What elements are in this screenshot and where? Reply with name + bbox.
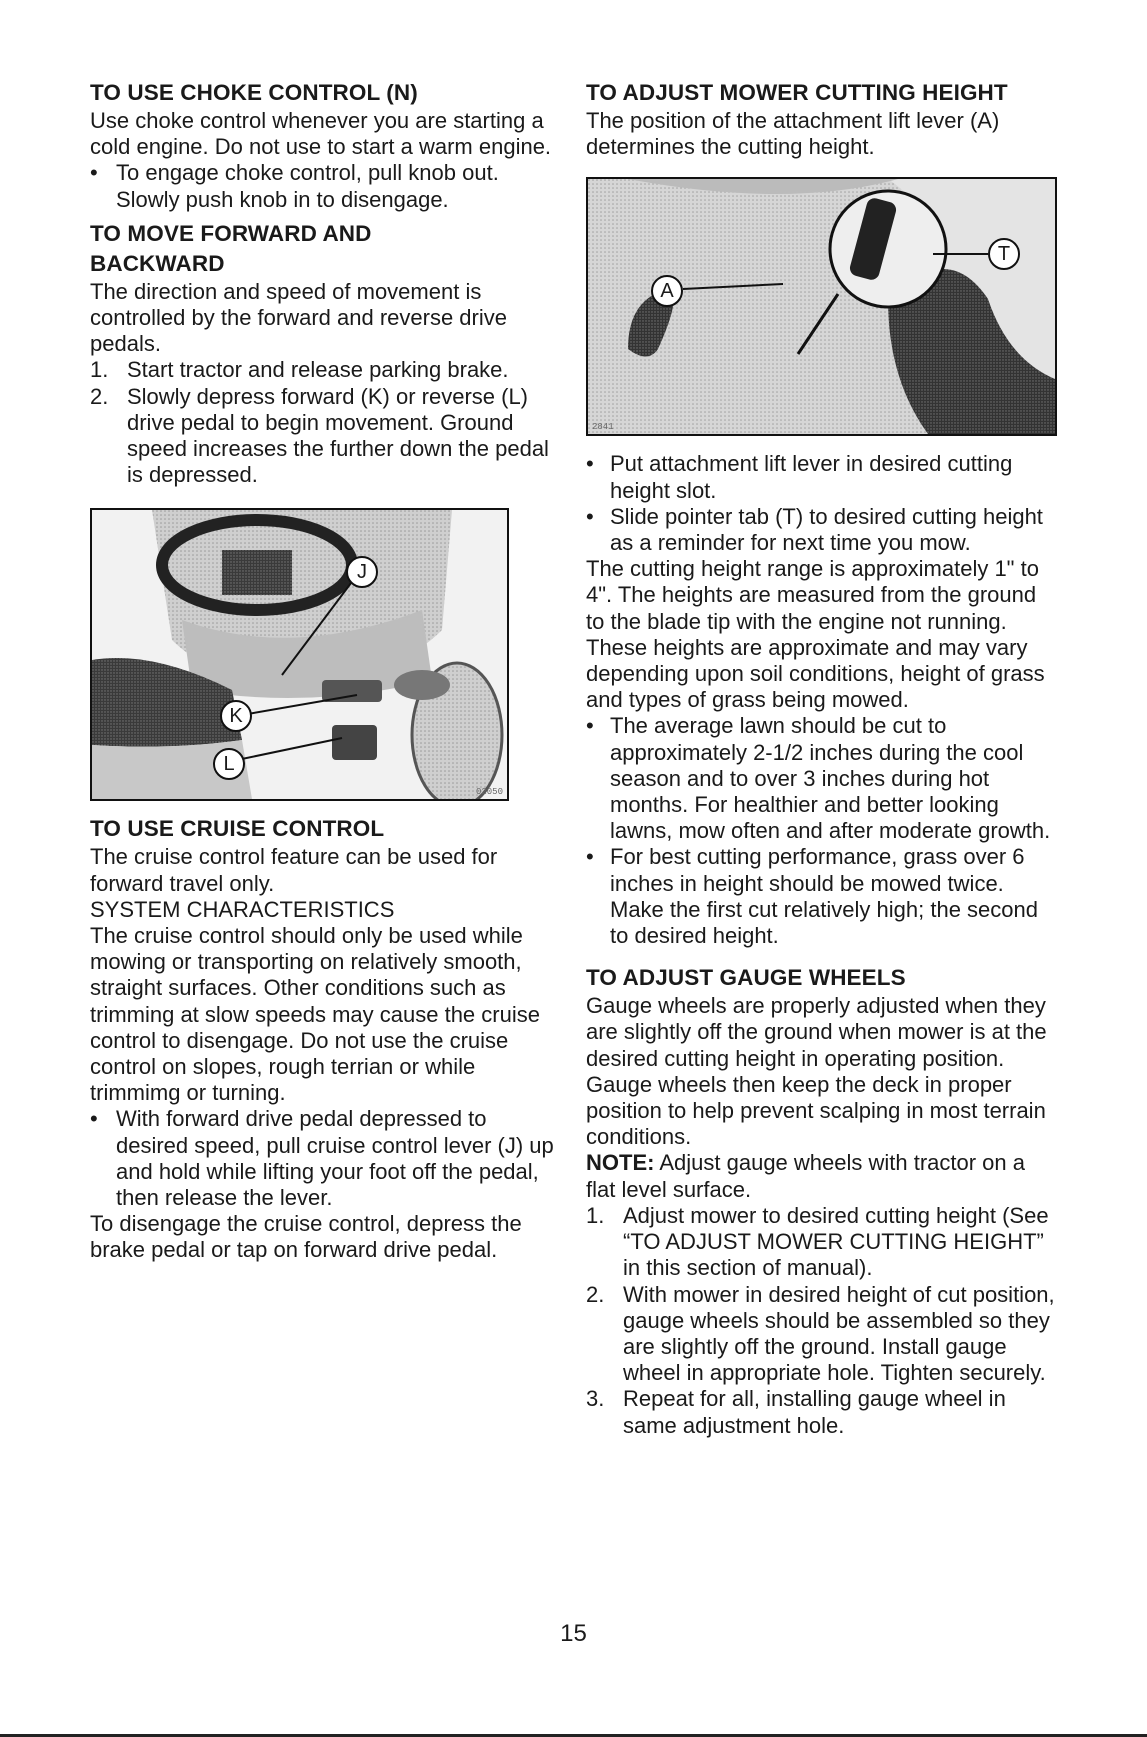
height-range-text: The cutting height range is approximately 1" to 4". The heights are measured from the ground to the blade tip with the engine not running. These heights are approximate and may vary depending upon soil conditions, height of grass and types of grass being mowed.: [586, 556, 1045, 713]
move-intro: The direction and speed of movement is controlled by the forward and reverse drive pedals.: [90, 278, 507, 357]
gauge-intro: Gauge wheels are properly adjusted when they are slightly off the ground when mower is at the desired cutting height in operating position. Gauge wheels then keep the deck in proper position to help prevent scalping in most terrain conditions.: [586, 993, 1047, 1150]
cruise-body: The cruise control should only be used while mowing or transporting on relatively smooth, straight surfaces. Other conditions such as trimming at slow speeds may cause the cruise control to disengage. Do not use the cruise control on slopes, rough terrian or while trimmimg or turning.: [90, 923, 540, 1106]
gauge-step-3: [586, 1386, 1056, 1438]
callout-t: T: [988, 238, 1020, 270]
note-text: Adjust gauge wheels with tractor on a flat level surface.: [586, 1150, 1026, 1202]
move-step-1: [90, 357, 560, 383]
cruise-subheading: SYSTEM CHARACTERISTICS: [90, 896, 395, 922]
page-number: 15: [560, 1620, 587, 1647]
note-label: NOTE:: [586, 1150, 655, 1176]
move-step-2: [90, 384, 560, 489]
choke-intro: Use choke control whenever you are starting a cold engine. Do not use to start a warm engine.: [90, 108, 552, 160]
step-number: 2.: [90, 383, 109, 409]
cruise-closing: To disengage the cruise control, depress the brake pedal or tap on forward drive pedal.: [90, 1211, 522, 1263]
gauge-note: [586, 1150, 1056, 1202]
height-intro: The position of the attachment lift lever (A) determines the cutting height.: [586, 108, 1000, 160]
callout-j: J: [346, 556, 378, 588]
height-bullet-2: • Slide pointer tab (T) to desired cutting height as a reminder for next time you mow.: [586, 504, 1056, 556]
cruise-heading: TO USE CRUISE CONTROL: [90, 816, 385, 842]
choke-bullet: • To engage choke control, pull knob out. Slowly push knob in to disengage.: [90, 160, 560, 212]
height-bullet-3: • The average lawn should be cut to approximately 2-1/2 inches during the cool season and to over 3 inches during hot months. For healthier and better looking lawns, mow often and after moderate growth.: [586, 713, 1056, 844]
callout-k: K: [220, 700, 252, 732]
cruise-bullet: • With forward drive pedal depressed to desired speed, pull cruise control lever (J) up and hold while lifting your foot off the pedal, then release the lever.: [90, 1106, 560, 1211]
height-bullet-4: • For best cutting performance, grass over 6 inches in height should be mowed twice. Make the first cut relatively high; the second to desired height.: [586, 844, 1056, 949]
choke-heading: TO USE CHOKE CONTROL (N): [90, 80, 418, 105]
height-bullet-1: • Put attachment lift lever in desired cutting height slot.: [586, 451, 1056, 503]
step-number: 1.: [90, 357, 109, 383]
move-heading-line-1: TO MOVE FORWARD AND: [90, 220, 372, 246]
gauge-step-1: [586, 1203, 1056, 1282]
pedal-figure: [90, 508, 509, 801]
step-number: 3.: [586, 1386, 605, 1412]
lift-lever-illustration: [588, 179, 1055, 434]
step-text: With mower in desired height of cut position, gauge wheels should be assembled so they are slightly off the ground. Install gauge wheel in appropriate hole. Tighten securely.: [623, 1281, 1055, 1386]
step-text: Slowly depress forward (K) or reverse (L) drive pedal to begin movement. Ground speed increases the further down the pedal is depressed.: [127, 383, 549, 488]
callout-a: A: [651, 275, 683, 307]
figure-code: 2841: [592, 422, 614, 433]
step-number: 1.: [586, 1202, 605, 1228]
cruise-intro: The cruise control feature can be used for forward travel only.: [90, 844, 498, 896]
step-text: Start tractor and release parking brake.: [127, 357, 509, 383]
step-text: Repeat for all, installing gauge wheel in same adjustment hole.: [623, 1386, 1006, 1438]
move-heading-line-2: BACKWARD: [90, 250, 225, 276]
callout-l: L: [213, 748, 245, 780]
pedal-illustration: [92, 510, 507, 799]
figure-code: 02050: [475, 787, 503, 798]
step-number: 2.: [586, 1281, 605, 1307]
right-column: [586, 78, 1056, 1439]
height-bullets: [586, 451, 1056, 556]
gauge-step-2: [586, 1282, 1056, 1387]
step-text: Adjust mower to desired cutting height (See “TO ADJUST MOWER CUTTING HEIGHT” in this section of manual).: [623, 1202, 1049, 1281]
left-column: [90, 78, 560, 1264]
lift-lever-figure: [586, 177, 1057, 436]
height-heading: TO ADJUST MOWER CUTTING HEIGHT: [586, 80, 1008, 105]
gauge-heading: TO ADJUST GAUGE WHEELS: [586, 965, 906, 991]
